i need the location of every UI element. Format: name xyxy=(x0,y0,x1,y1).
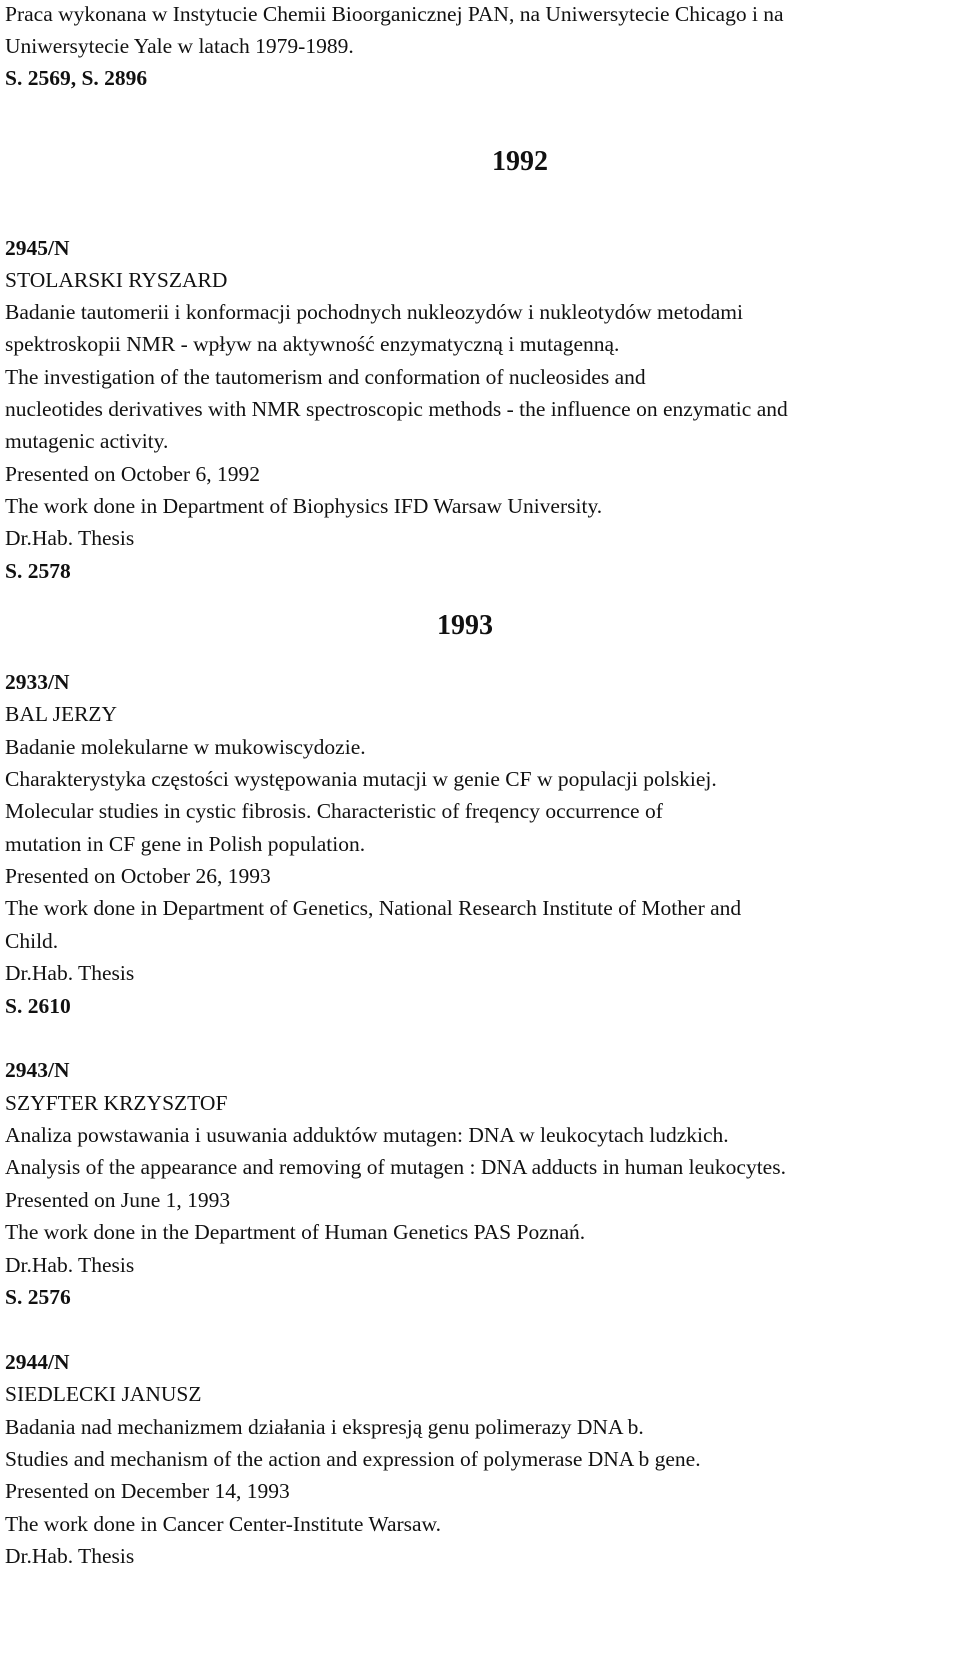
year-heading-1992: 1992 xyxy=(492,146,548,177)
entry-title-pl: Badanie tautomerii i konformacji pochodnych nukleozydów i nukleotydów metodami xyxy=(5,300,743,324)
entry-work-done: The work done in Department of Genetics, National Research Institute of Mother and xyxy=(5,896,742,920)
entry-title-en: The investigation of the tautomerism and conformation of nucleosides and xyxy=(5,365,646,389)
entry-presented-date: Presented on June 1, 1993 xyxy=(5,1188,231,1212)
intro-page-ref: S. 2569, S. 2896 xyxy=(5,66,148,90)
entry-page-ref: S. 2576 xyxy=(5,1285,71,1309)
entry-title-en: Molecular studies in cystic fibrosis. Characteristic of freqency occurrence of xyxy=(5,799,663,823)
entry-presented-date: Presented on December 14, 1993 xyxy=(5,1479,290,1503)
entry-number: 2945/N xyxy=(5,236,70,260)
entry-number: 2933/N xyxy=(5,670,70,694)
entry-work-done: The work done in the Department of Human Genetics PAS Poznań. xyxy=(5,1220,586,1244)
entry-author: SZYFTER KRZYSZTOF xyxy=(5,1091,228,1115)
intro-line-2: Uniwersytecie Yale w latach 1979-1989. xyxy=(5,34,354,58)
entry-title-pl: Badania nad mechanizmem działania i ekspresją genu polimerazy DNA b. xyxy=(5,1415,644,1439)
entry-title-en: Studies and mechanism of the action and expression of polymerase DNA b gene. xyxy=(5,1447,701,1471)
intro-line-1: Praca wykonana w Instytucie Chemii Bioorganicznej PAN, na Uniwersytecie Chicago i na xyxy=(5,2,784,26)
entry-work-done: The work done in Cancer Center-Institute Warsaw. xyxy=(5,1512,442,1536)
entry-author: SIEDLECKI JANUSZ xyxy=(5,1382,202,1406)
entry-number: 2944/N xyxy=(5,1350,70,1374)
entry-title-en: nucleotides derivatives with NMR spectroscopic methods - the influence on enzymatic and xyxy=(5,397,788,421)
entry-work-done: Child. xyxy=(5,929,59,953)
entry-presented-date: Presented on October 6, 1992 xyxy=(5,462,260,486)
entry-title-en: mutation in CF gene in Polish population. xyxy=(5,832,366,856)
entry-title-pl: Charakterystyka częstości występowania mutacji w genie CF w populacji polskiej. xyxy=(5,767,717,791)
entry-page-ref: S. 2610 xyxy=(5,994,71,1018)
entry-title-pl: Badanie molekularne w mukowiscydozie. xyxy=(5,735,366,759)
entry-title-pl: Analiza powstawania i usuwania adduktów mutagen: DNA w leukocytach ludzkich. xyxy=(5,1123,729,1147)
entry-presented-date: Presented on October 26, 1993 xyxy=(5,864,271,888)
entry-title-en: Analysis of the appearance and removing of mutagen : DNA adducts in human leukocytes. xyxy=(5,1155,786,1179)
entry-degree: Dr.Hab. Thesis xyxy=(5,961,135,985)
entry-degree: Dr.Hab. Thesis xyxy=(5,1253,135,1277)
entry-author: BAL JERZY xyxy=(5,702,118,726)
entry-number: 2943/N xyxy=(5,1058,70,1082)
entry-author: STOLARSKI RYSZARD xyxy=(5,268,228,292)
entry-work-done: The work done in Department of Biophysics IFD Warsaw University. xyxy=(5,494,603,518)
entry-title-en: mutagenic activity. xyxy=(5,429,169,453)
entry-title-pl: spektroskopii NMR - wpływ na aktywność enzymatyczną i mutagenną. xyxy=(5,332,620,356)
entry-page-ref: S. 2578 xyxy=(5,559,71,583)
entry-degree: Dr.Hab. Thesis xyxy=(5,526,135,550)
entry-degree: Dr.Hab. Thesis xyxy=(5,1544,135,1568)
year-heading-1993: 1993 xyxy=(437,610,493,641)
